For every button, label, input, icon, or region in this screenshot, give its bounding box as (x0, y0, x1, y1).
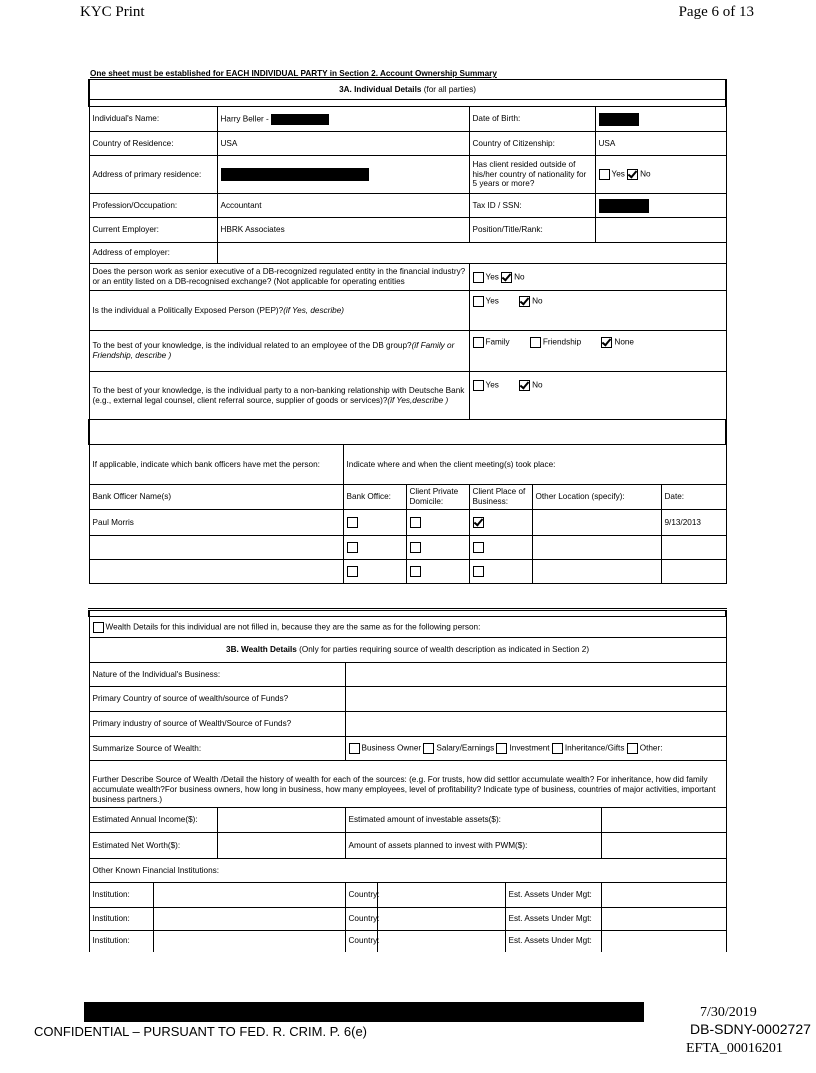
print-header-title: KYC Print (80, 4, 145, 20)
assets-label: Est. Assets Under Mgt: (505, 931, 601, 952)
wealth-details-table (88, 608, 727, 952)
pep-question: Is the individual a Politically Exposed Person (PEP)?(if Yes, describe) (89, 291, 469, 331)
resided-no-checkbox[interactable] (627, 169, 638, 180)
nonbank-yes-checkbox[interactable] (473, 380, 484, 391)
meeting-other (532, 560, 661, 584)
redaction-bar (84, 1002, 644, 1022)
private-domicile-checkbox[interactable] (410, 517, 421, 528)
employer-address-value (217, 243, 726, 264)
page-number: Page 6 of 13 (678, 4, 754, 20)
bank-office-checkbox[interactable] (347, 542, 358, 553)
income-label: Estimated Annual Income($): (89, 808, 217, 833)
section-3b-title: 3B. Wealth Details (Only for parties requiring source of wealth description as indicated in Section 2) (89, 638, 726, 663)
nonbank-options: Yes No (469, 372, 726, 420)
senior-exec-question: Does the person work as senior executive of a DB-recognized regulated entity in the financial industry? or an entity listed on a DB-recognised exchange? (Not applicable for operating entities (89, 264, 469, 291)
same-as-checkbox[interactable] (93, 622, 104, 633)
profession-value: Accountant (217, 194, 469, 218)
col-bank-office: Bank Office: (343, 485, 406, 510)
source-options: Business Owner Salary/Earnings Investment Inheritance/Gifts Other: (345, 737, 726, 761)
business-owner-checkbox[interactable] (349, 743, 360, 754)
country-source-value (345, 687, 726, 712)
meeting-officer: Paul Morris (89, 510, 343, 536)
officers-label: If applicable, indicate which bank officers have met the person: (89, 445, 343, 485)
resided-label: Has client resided outside of his/her country of nationality for 5 years or more? (469, 156, 595, 194)
col-private: Client Private Domicile: (406, 485, 469, 510)
meeting-label: Indicate where and when the client meeting(s) took place: (343, 445, 726, 485)
same-as-person-row: Wealth Details for this individual are not filled in, because they are the same as for the following person: (89, 617, 726, 638)
residence-value: USA (217, 132, 469, 156)
meeting-date (661, 536, 726, 560)
meeting-date (661, 560, 726, 584)
none-checkbox[interactable] (601, 337, 612, 348)
networth-label: Estimated Net Worth($): (89, 833, 217, 859)
resided-yes-checkbox[interactable] (599, 169, 610, 180)
individual-details-table (88, 79, 727, 584)
investable-label: Estimated amount of investable assets($): (345, 808, 601, 833)
related-options: Family Friendship None (469, 331, 726, 372)
address-label: Address of primary residence: (89, 156, 217, 194)
meeting-other (532, 510, 661, 536)
pep-options: Yes No (469, 291, 726, 331)
institution-row (89, 908, 726, 931)
country-label: Country: (345, 908, 377, 931)
institutions-label: Other Known Financial Institutions: (89, 859, 726, 883)
place-of-business-checkbox[interactable] (473, 517, 484, 528)
employer-value: HBRK Associates (217, 218, 469, 243)
place-of-business-checkbox[interactable] (473, 566, 484, 577)
meeting-date: 9/13/2013 (661, 510, 726, 536)
investable-value (601, 808, 726, 833)
place-of-business-checkbox[interactable] (473, 542, 484, 553)
confidential-notice: CONFIDENTIAL – PURSUANT TO FED. R. CRIM. P. 6(e) (34, 1024, 368, 1039)
nonbank-question: To the best of your knowledge, is the individual party to a non-banking relationship with Deutsche Bank (e.g., external legal counsel, client referral source, supplier of goods or services)?(if Yes,describe ) (89, 372, 469, 420)
dob-value (595, 107, 726, 132)
private-domicile-checkbox[interactable] (410, 566, 421, 577)
senior-no-checkbox[interactable] (501, 272, 512, 283)
position-value (595, 218, 726, 243)
position-label: Position/Title/Rank: (469, 218, 595, 243)
employer-address-label: Address of employer: (89, 243, 217, 264)
pep-no-checkbox[interactable] (519, 296, 530, 307)
income-value (217, 808, 345, 833)
citizenship-label: Country of Citizenship: (469, 132, 595, 156)
other-source-checkbox[interactable] (627, 743, 638, 754)
senior-exec-options: Yes No (469, 264, 726, 291)
col-business: Client Place of Business: (469, 485, 532, 510)
planned-value (601, 833, 726, 859)
institution-row (89, 883, 726, 908)
citizenship-value: USA (595, 132, 726, 156)
institution-row (89, 931, 726, 952)
planned-label: Amount of assets planned to invest with PWM($): (345, 833, 601, 859)
nature-value (345, 663, 726, 687)
meeting-officer (89, 560, 343, 584)
meeting-officer (89, 536, 343, 560)
country-label: Country: (345, 883, 377, 908)
efta-number: EFTA_00016201 (686, 1041, 783, 1056)
institution-label: Institution: (89, 883, 153, 908)
dob-label: Date of Birth: (469, 107, 595, 132)
networth-value (217, 833, 345, 859)
describe-source-label: Further Describe Source of Wealth /Detail the history of wealth for each of the sources: (e.g. For trusts, how did settlor accumulate wealth? For inheritance, how did family accumulate wealth?For business owners, how long in business, how many employees, level of profitability? Indicate type of business, countries of major activities, important business partners.) (89, 761, 726, 808)
meeting-other (532, 536, 661, 560)
friendship-checkbox[interactable] (530, 337, 541, 348)
name-value: Harry Beller - (217, 107, 469, 132)
bank-office-checkbox[interactable] (347, 566, 358, 577)
pep-yes-checkbox[interactable] (473, 296, 484, 307)
bank-office-checkbox[interactable] (347, 517, 358, 528)
meeting-row (89, 510, 726, 536)
meeting-row (89, 560, 726, 584)
industry-source-label: Primary industry of source of Wealth/Source of Funds? (89, 712, 345, 737)
related-question: To the best of your knowledge, is the individual related to an employee of the DB group?(if Family or Friendship, describe ) (89, 331, 469, 372)
senior-yes-checkbox[interactable] (473, 272, 484, 283)
residence-label: Country of Residence: (89, 132, 217, 156)
taxid-value (595, 194, 726, 218)
salary-checkbox[interactable] (423, 743, 434, 754)
assets-label: Est. Assets Under Mgt: (505, 883, 601, 908)
bates-number: DB-SDNY-0002727 (690, 1021, 811, 1037)
assets-label: Est. Assets Under Mgt: (505, 908, 601, 931)
private-domicile-checkbox[interactable] (410, 542, 421, 553)
name-label: Individual's Name: (89, 107, 217, 132)
institution-label: Institution: (89, 908, 153, 931)
country-label: Country: (345, 931, 377, 952)
nonbank-no-checkbox[interactable] (519, 380, 530, 391)
taxid-label: Tax ID / SSN: (469, 194, 595, 218)
profession-label: Profession/Occupation: (89, 194, 217, 218)
address-value (217, 156, 469, 194)
family-checkbox[interactable] (473, 337, 484, 348)
employer-label: Current Employer: (89, 218, 217, 243)
investment-checkbox[interactable] (496, 743, 507, 754)
industry-source-value (345, 712, 726, 737)
resided-options: Yes No (595, 156, 726, 194)
col-officer: Bank Officer Name(s) (89, 485, 343, 510)
col-date: Date: (661, 485, 726, 510)
instruction-note: One sheet must be established for EACH INDIVIDUAL PARTY in Section 2. Account Ownership Summary (90, 69, 497, 78)
nature-label: Nature of the Individual's Business: (89, 663, 345, 687)
col-other: Other Location (specify): (532, 485, 661, 510)
footer-date: 7/30/2019 (700, 1005, 757, 1020)
institution-label: Institution: (89, 931, 153, 952)
country-source-label: Primary Country of source of wealth/source of Funds? (89, 687, 345, 712)
inheritance-checkbox[interactable] (552, 743, 563, 754)
section-3a-title: 3A. Individual Details (for all parties) (89, 80, 726, 100)
summarize-label: Summarize Source of Wealth: (89, 737, 345, 761)
meeting-row (89, 536, 726, 560)
